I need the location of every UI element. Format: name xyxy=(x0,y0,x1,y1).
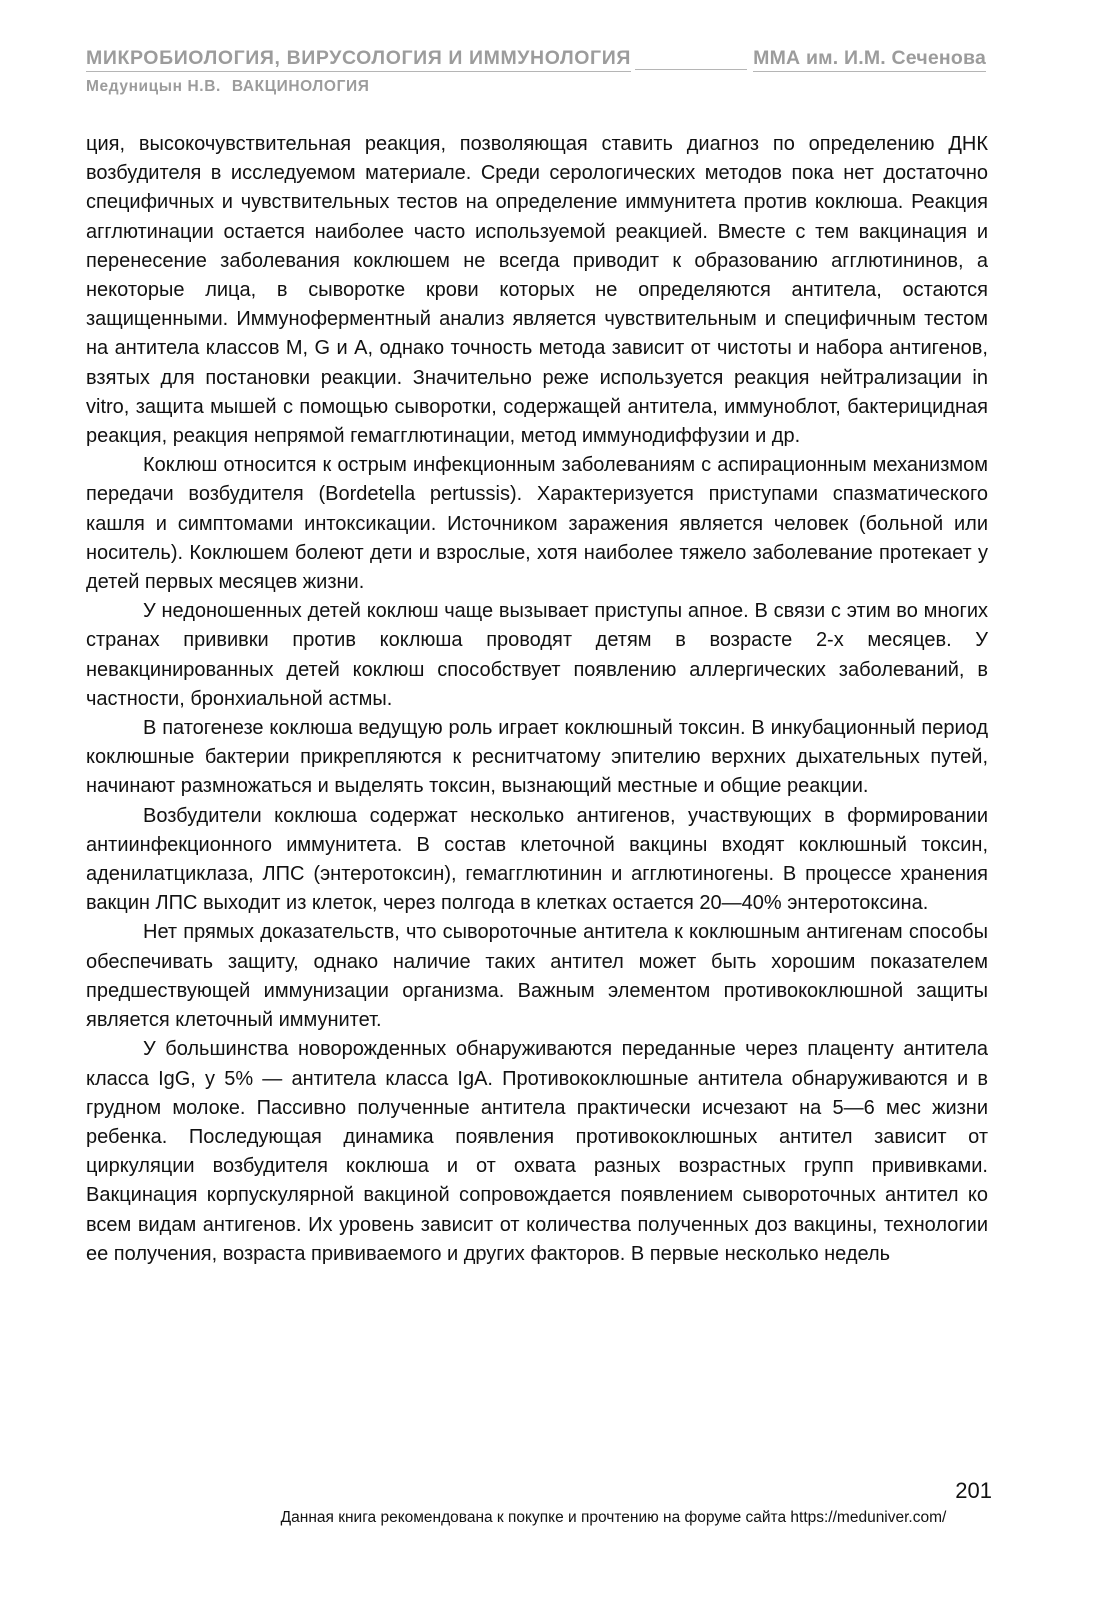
header-institution: ММА им. И.М. Сеченова xyxy=(753,46,986,72)
paragraph: У недоношенных детей коклюш чаще вызывает приступы апное. В связи с этим во многих странах прививки против коклюша проводят детям в возрасте 2-х месяцев. У невакцинированных детей коклюш способствует появлению аллергических заболеваний, в частности, бронхиальной астмы. xyxy=(86,600,988,710)
header-subject-title: МИКРОБИОЛОГИЯ, ВИРУСОЛОГИЯ И ИММУНОЛОГИЯ xyxy=(86,46,631,72)
paragraph: В патогенезе коклюша ведущую роль играет коклюшный токсин. В инкубационный период коклюшные бактерии прикрепляются к реснитчатому эпителию верхних дыхательных путей, начинают размножаться и выделять токсин, вызнающий местные и общие реакции. xyxy=(86,717,988,798)
header-top-row xyxy=(86,46,986,72)
page-body-text xyxy=(86,130,988,1269)
paragraph: Коклюш относится к острым инфекционным заболеваниям с аспирационным механизмом передачи возбудителя (Bordetella pertussis). Характеризуется приступами спазматического кашля и симптомами интоксикации. Источником заражения является человек (больной или носитель). Коклюшем болеют дети и взрослые, хотя наиболее тяжело заболевание протекает у детей первых месяцев жизни. xyxy=(86,454,988,594)
footer-note: Данная книга рекомендована к покупке и прочтению на форуме сайта https://meduniver.com/ xyxy=(280,1509,947,1526)
header-book-title: ВАКЦИНОЛОГИЯ xyxy=(231,78,370,95)
page-number: 201 xyxy=(955,1478,992,1503)
header-rule xyxy=(635,69,747,70)
paragraph: Возбудители коклюша содержат несколько антигенов, участвующих в формировании антиинфекционного иммунитета. В состав клеточной вакцины входят коклюшный токсин, аденилатциклаза, ЛПС (энтеротоксин), гемагглютинин и агглютиногены. В процессе хранения вакцин ЛПС выходит из клеток, через полгода в клетках остается 20—40% энтеротоксина. xyxy=(86,804,988,915)
running-header xyxy=(86,46,986,96)
paragraph-continued: ция, высокочувствительная реакция, позволяющая ставить диагноз по определению ДНК возбудителя в исследуемом материале. Среди серологических методов пока нет достаточно специфичных и чувствительных тестов на определение иммунитета против коклюша. Реакция агглютинации остается наиболее часто используемой реакцией. Вместе с тем вакцинация и перенесение заболевания коклюшем не всегда приводит к образованию агглютининов, а некоторые лица, в сыворотке крови которых не определяются антитела, остаются защищенными. Иммуноферментный анализ является чувствительным и специфичным тестом на антитела классов M, G и A, однако точность метода зависит от чистоты и набора антигенов, взятых для постановки реакции. Значительно реже используется реакция нейтрализации in vitro, защита мышей с помощью сыворотки, содержащей антитела, иммуноблот, бактерицидная реакция, реакция непрямой гемагглютинации, метод иммунодиффузии и др. xyxy=(86,133,988,448)
paragraph: Нет прямых доказательств, что сывороточные антитела к коклюшным антигенам способы обеспечивать защиту, однако наличие таких антител может быть хорошим показателем предшествующей иммунизации организма. Важным элементом противококлюшной защиты является клеточный иммунитет. xyxy=(86,921,988,1032)
header-author: Медуницын Н.В. xyxy=(86,78,221,95)
paragraph: У большинства новорожденных обнаруживаются переданные через плаценту антитела класса IgG, у 5% — антитела класса IgA. Противококлюшные антитела обнаруживаются и в грудном молоке. Пассивно полученные антитела практически исчезают на 5—6 мес жизни ребенка. Последующая динамика появления противококлюшных антител зависит от циркуляции возбудителя коклюша и от охвата разных возрастных групп прививками. Вакцинация корпускулярной вакциной сопровождается появлением сывороточных антител ко всем видам антигенов. Их уровень зависит от количества полученных доз вакцины, технологии ее получения, возраста прививаемого и других факторов. В первые несколько недель xyxy=(86,1038,988,1265)
header-bottom-row xyxy=(86,78,986,96)
